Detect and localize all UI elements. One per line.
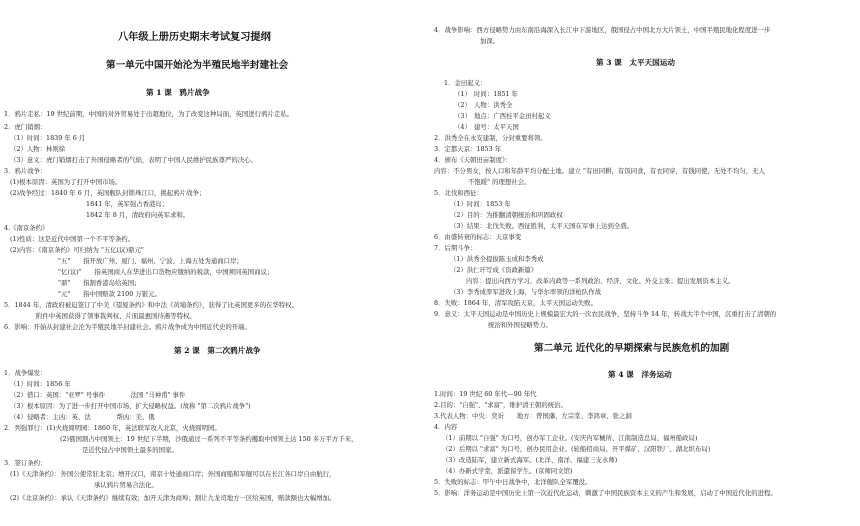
document-title: 八年级上册历史期末考试复习提纲 bbox=[118, 31, 271, 43]
text-line: 不饱暖" 的理想社会。 bbox=[468, 178, 531, 186]
text-line: 3．签订条约： bbox=[4, 459, 47, 467]
text-line: （3） 地点：广西桂平金田村起义 bbox=[454, 112, 551, 120]
text-line: (1)根本原因：英国为了打开中国市场。 bbox=[10, 178, 122, 186]
text-line: 4．内容 bbox=[434, 423, 458, 431]
text-line: （4）办新式学堂，派遣留学生。(京师同文馆) bbox=[442, 467, 573, 475]
text-line: 加深。 bbox=[480, 37, 500, 45]
text-line: 5．失败的标志：甲午中日战争中，北洋舰队全军覆没。 bbox=[434, 478, 592, 486]
text-line: 3．鸦片战争： bbox=[4, 167, 47, 175]
text-line: 1.时间：19 世纪 60 年代—90 年代 bbox=[434, 390, 537, 398]
text-line: 是近代侵占中国领土最多的国家。 bbox=[82, 446, 178, 454]
text-line: 4.《南京条约》 bbox=[4, 224, 49, 232]
text-line: (2)《北京条约》：承认《天津条约》继续有效；加开天津为商埠；割让九龙司地方一区给英国，赔款额也大幅增加。 bbox=[10, 494, 336, 502]
text-line: 内容：不分男女，按人口和年龄平均分配土地。建立 "有田同耕，有饭同食，有衣同穿，有钱同使，无处不均匀，无人 bbox=[434, 167, 765, 175]
text-line: （2） 人物：洪秀全 bbox=[454, 101, 513, 109]
text-line: 1．金田起义： bbox=[444, 79, 487, 87]
lesson-4-heading: 第 4 课 洋务运动 bbox=[608, 370, 672, 379]
text-line: （3）结果：北伐失败。西征胜利，太平天国在军事上达到全盛。 bbox=[450, 222, 634, 230]
text-line: 8．失败：1864 年，清军攻陷天京，太平天国运动失败。 bbox=[434, 299, 597, 307]
text-line: (1)《天津条约》：外国公使常驻北京；增开汉口，南京十处通商口岸；外国商船和军舰可以在长江各口岸自由航行， bbox=[10, 470, 336, 478]
text-line: 4．颁布《天朝田亩制度》： bbox=[434, 156, 512, 164]
text-line: 2．洪秀全在永安建制，分封重要将领。 bbox=[434, 134, 547, 142]
text-line: (2)内容：《南京条约》可归纳为 "五亿(议)鼎元" bbox=[10, 246, 144, 254]
unit-1-heading: 第一单元中国开始沦为半殖民地半封建社会 bbox=[106, 60, 289, 71]
text-line: (2)俄国割占中国领土：19 世纪下半期，沙俄通过一系列不平等条约攫取中国领土达 150 多万平方千米， bbox=[60, 435, 358, 443]
text-line: 附件中英国获得了领事裁判权、片面最惠国待遇等特权。 bbox=[36, 312, 196, 320]
text-line: （1） 时间：1851 年 bbox=[454, 90, 518, 98]
text-line: 承认鸦片贸易合法化。 bbox=[94, 481, 158, 489]
text-line: 6．由盛转衰的标志：天京事变 bbox=[434, 233, 522, 241]
text-line: 2.目的："自强"、"求富"，维护清王朝的统治。 bbox=[434, 401, 567, 409]
text-line: "鼎" 指割香港岛给英国； bbox=[58, 279, 141, 287]
text-line: "元" 指中国赔款 2100 万银元。 bbox=[58, 290, 161, 298]
text-line: 内容：提出向西方学习、改革内政等一系列政治、经济、文化、外交主张；提出发展资本主义。 bbox=[466, 277, 735, 285]
text-line: 5．北伐和西征： bbox=[434, 189, 483, 197]
text-line: （2）后期以 "求富" 为口号，创办民用企业。(轮船招商局、开平煤矿、汉阳铁厂、湖北织布局) bbox=[442, 445, 711, 453]
text-line: 统治和外国侵略势力。 bbox=[488, 321, 552, 329]
text-line: 2．虎门销烟： bbox=[4, 123, 47, 131]
text-line: （3）根本原因：为了进一步打开中国市场，扩大侵略权益。(故称 "第二次鸦片战争") bbox=[10, 402, 251, 410]
text-line: "亿(议)" 指英国商人在华进出口货物应缴纳的税款，中国须同英国商议； bbox=[58, 268, 274, 276]
text-line: （4）侵略者：主凶：英、法 帮凶：美、俄 bbox=[10, 413, 155, 421]
text-line: 5．影响：洋务运动是中国历史上第一次近代化运动，刺激了中国民族资本主义的产生和发展，启动了中国近代化的进程。 bbox=[434, 489, 777, 497]
text-line: 2．列强罪行：(1)火烧圆明园：1860 年，英法联军攻入北京，火烧圆明园。 bbox=[4, 424, 221, 432]
text-line: （4） 建号：太平天国 bbox=[454, 123, 519, 131]
unit-2-heading: 第二单元 近代化的早期探索与民族危机的加剧 bbox=[534, 343, 730, 354]
text-line: (2)战争经过：1840 年 6 月，英国舰队封锁珠江口，挑起鸦片战争； bbox=[10, 189, 206, 197]
text-line: （1）时间：1853 年 bbox=[450, 200, 511, 208]
text-line: （2）借口：英国："亚罗" 号事件 法国 "马神甫" 事件 bbox=[10, 391, 186, 399]
text-line: （3）改造陆军，建立新式海军。(北洋、南洋、福建三支水师) bbox=[442, 456, 618, 464]
lesson-2-heading: 第 2 课 第二次鸦片战争 bbox=[174, 346, 261, 355]
text-line: （2）洪仁玕写成《资政新篇》 bbox=[450, 266, 538, 274]
text-line: （1）时间：1839 年 6 月 bbox=[10, 134, 86, 142]
text-line: 5．1844 年，清政府被迫签订了中美《望厦条约》和中法《黄埔条约》，获得了比英国更多的在华特权。 bbox=[4, 301, 298, 309]
text-line: 1842 年 8 月，清政府向英军求和。 bbox=[86, 211, 190, 219]
text-line: （3）李秀成率军进攻上海，与华尔率领的洋枪队作战 bbox=[450, 288, 602, 296]
text-line: 7．后期斗争： bbox=[434, 244, 477, 252]
text-line: "五" 指开放广州、厦门、福州、宁波、上海五处为通商口岸； bbox=[58, 257, 243, 265]
text-line: 4．战争影响：西方侵略势力由东南沿海深入长江中下游地区，俄国侵占中国北方大片领土，中国半殖民地化程度进一步 bbox=[434, 26, 771, 34]
text-line: (1)性质：这是近代中国第一个不平等条约。 bbox=[10, 235, 135, 243]
text-line: 1841 年，英军强占香港岛； bbox=[86, 200, 169, 208]
text-line: （1）前期以 "自强" 为口号，创办军工企业。(安庆内军械所、江南制造总局、福州船政局) bbox=[442, 434, 698, 442]
text-line: 3．定都天京：1853 年 bbox=[434, 145, 502, 153]
text-line: 9．意义：太平天国运动是中国历史上规模最宏大的一次农民战争，坚持斗争 14 年，转战大半个中国，沉重打击了清朝的 bbox=[434, 310, 777, 318]
text-line: （1）时间：1856 年 bbox=[10, 380, 71, 388]
text-line: 3.代表人物：中央：奕䜣 地方：曾国藩、左宗棠、李鸿章、张之洞 bbox=[434, 412, 632, 420]
text-line: （3）意义：虎门销烟打击了外国侵略者的气焰，表明了中国人民维护民族尊严的决心。 bbox=[10, 156, 257, 164]
text-line: 1．战争爆发： bbox=[4, 369, 47, 377]
text-line: 6．影响：开始从封建社会沦为半殖民地半封建社会。鸦片战争成为中国近代史的开端。 bbox=[4, 323, 251, 331]
text-line: （2）人物：林则徐 bbox=[10, 145, 66, 153]
text-line: （1）洪秀全提拔陈玉成和李秀成 bbox=[450, 255, 544, 263]
text-line: 1．鸦片走私：19 世纪前期，中国的对外贸易处于出超地位，为了改变这种局面，英国进行鸦片走私。 bbox=[4, 110, 294, 118]
lesson-1-heading: 第 1 课 鸦片战争 bbox=[146, 88, 210, 97]
text-line: （2）目的：为推翻清朝统治和巩固政权 bbox=[450, 211, 563, 219]
lesson-3-heading: 第 3 课 太平天国运动 bbox=[596, 58, 675, 67]
